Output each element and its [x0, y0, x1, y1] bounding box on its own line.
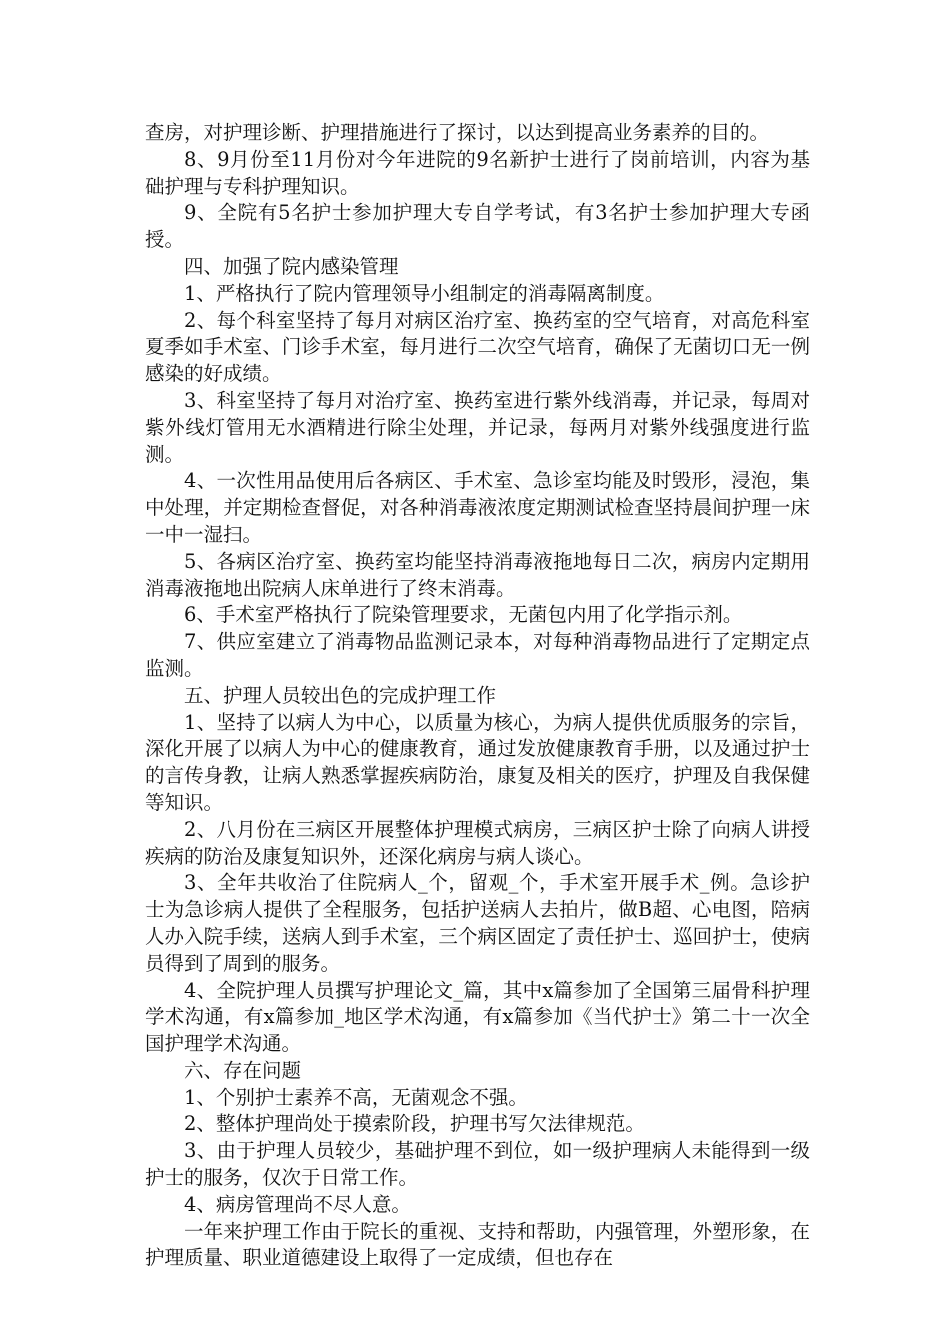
paragraph: 6、手术室严格执行了院染管理要求，无菌包内用了化学指示剂。: [184, 603, 743, 627]
paragraph: 3、科室坚持了每月对治疗室、换药室进行紫外线消毒，并记录，每周对紫外线灯管用无水酒精进行除尘处理，并记录，每两月对紫外线强度进行监测。: [145, 388, 810, 466]
paragraph: 1、严格执行了院内管理领导小组制定的消毒隔离制度。: [184, 281, 665, 305]
paragraph: 查房，对护理诊断、护理措施进行了探讨，以达到提高业务素养的目的。: [145, 121, 770, 144]
section-heading: 六、存在问题: [184, 1058, 302, 1082]
paragraph: 2、八月份在三病区开展整体护理模式病房，三病区护士除了向病人讲授疾病的防治及康复知识外，还深化病房与病人谈心。: [145, 817, 810, 868]
paragraph: 1、个别护士素养不高，无菌观念不强。: [184, 1085, 528, 1109]
paragraph: 9、全院有5名护士参加护理大专自学考试，有3名护士参加护理大专函授。: [145, 201, 810, 252]
paragraph: 4、一次性用品使用后各病区、手术室、急诊室均能及时毁形，浸泡，集中处理，并定期检查督促，对各种消毒液浓度定期测试检查坚持晨间护理一床一中一湿扫。: [145, 469, 810, 546]
paragraph: 2、每个科室坚持了每月对病区治疗室、换药室的空气培育，对高危科室夏季如手术室、门诊手术室，每月进行二次空气培育，确保了无菌切口无一例感染的好成绩。: [145, 308, 810, 386]
paragraph: 4、全院护理人员撰写护理论文_篇，其中x篇参加了全国第三届骨科护理学术沟通，有x篇参加_地区学术沟通，有x篇参加《当代护士》第二十一次全国护理学术沟通。: [145, 978, 810, 1056]
paragraph: 3、由于护理人员较少，基础护理不到位，如一级护理病人未能得到一级护士的服务，仅次于日常工作。: [145, 1139, 810, 1190]
paragraph: 4、病房管理尚不尽人意。: [184, 1192, 411, 1216]
paragraph: 一年来护理工作由于院长的重视、支持和帮助，内强管理，外塑形象，在护理质量、职业道德建设上取得了一定成绩，但也存在: [145, 1219, 810, 1270]
paragraph: 3、全年共收治了住院病人_个，留观_个，手术室开展手术_例。急诊护士为急诊病人提供了全程服务，包括护送病人去拍片，做B超、心电图，陪病人办入院手续，送病人到手术室，三个病区固定了责任护士、巡回护士，使病员得到了周到的服务。: [145, 871, 810, 975]
paragraph: 8、9月份至11月份对今年进院的9名新护士进行了岗前培训，内容为基础护理与专科护理知识。: [145, 147, 810, 198]
section-heading: 五、护理人员较出色的完成护理工作: [184, 683, 497, 707]
paragraph: 1、坚持了以病人为中心，以质量为核心，为病人提供优质服务的宗旨，深化开展了以病人为中心的健康教育，通过发放健康教育手册，以及通过护士的言传身教，让病人熟悉掌握疾病防治，康复及相关的医疗，护理及自我保健等知识。: [145, 710, 810, 814]
paragraph: 7、供应室建立了消毒物品监测记录本，对每种消毒物品进行了定期定点监测。: [145, 630, 810, 680]
paragraph: 2、整体护理尚处于摸索阶段，护理书写欠法律规范。: [184, 1112, 645, 1136]
section-heading: 四、加强了院内感染管理: [184, 254, 399, 278]
paragraph: 5、各病区治疗室、换药室均能坚持消毒液拖地每日二次，病房内定期用消毒液拖地出院病人床单进行了终末消毒。: [145, 549, 810, 600]
document-page: [145, 120, 810, 1272]
